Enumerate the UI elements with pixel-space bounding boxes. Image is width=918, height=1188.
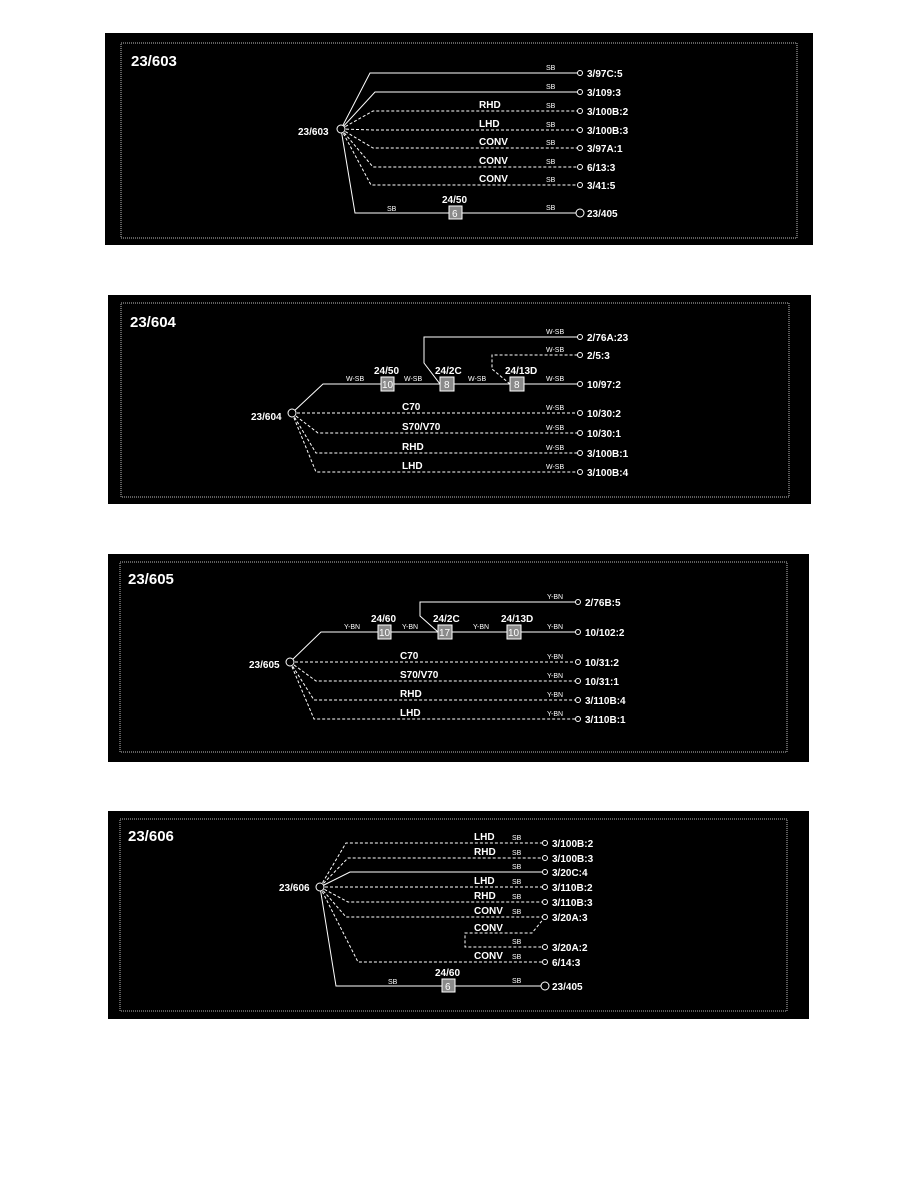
connector-pin: 10	[508, 628, 520, 639]
wire-color: SB	[546, 122, 556, 129]
connector-pin-icon	[543, 900, 548, 905]
connector-pin: 10	[379, 628, 391, 639]
connector-pin-icon	[578, 128, 583, 133]
connector-name: 24/13D	[505, 366, 538, 377]
connector-name: 24/60	[371, 614, 397, 625]
wire-destination: 6/13:3	[587, 163, 616, 174]
wire-condition: LHD	[402, 461, 423, 472]
connector-name: 24/50	[442, 195, 468, 206]
connector-pin-icon	[576, 698, 581, 703]
wire-destination: 10/102:2	[585, 628, 625, 639]
connector-pin-icon	[543, 960, 548, 965]
diagram-title: 23/604	[130, 314, 176, 331]
connector-pin-icon	[578, 451, 583, 456]
wire-destination: 3/110B:4	[585, 696, 626, 707]
wire-condition: LHD	[474, 876, 495, 887]
wire-destination: 23/405	[552, 982, 583, 993]
diagram-23-603	[105, 33, 813, 245]
node-label: 23/606	[279, 883, 310, 894]
wire-color: W-SB	[546, 329, 565, 336]
wire-condition: CONV	[474, 906, 503, 917]
wire-destination: 3/97C:5	[587, 69, 623, 80]
wire-condition: CONV	[479, 156, 508, 167]
wire-destination: 10/30:1	[587, 429, 621, 440]
wire-color: Y-BN	[547, 673, 564, 680]
diagram-title: 23/603	[131, 53, 177, 70]
wire-destination: 3/110B:2	[552, 883, 593, 894]
wire-destination: 3/100B:2	[552, 839, 594, 850]
wire-color: SB	[512, 835, 522, 842]
splice-icon	[288, 409, 296, 417]
wire-destination: 10/31:1	[585, 677, 619, 688]
connector-name: 24/60	[435, 968, 461, 979]
node-label: 23/604	[251, 412, 282, 423]
wire-color: Y-BN	[547, 654, 564, 661]
wire-condition: S70/V70	[402, 422, 441, 433]
splice-icon	[576, 209, 584, 217]
wire-color: SB	[512, 954, 522, 961]
wire-color: W-SB	[546, 347, 565, 354]
diagram-title: 23/606	[128, 828, 174, 845]
connector-pin-icon	[578, 411, 583, 416]
wire-condition: RHD	[402, 442, 424, 453]
connector-pin-icon	[576, 630, 581, 635]
connector-pin-icon	[578, 146, 583, 151]
wire-condition: LHD	[400, 708, 421, 719]
wire-condition: S70/V70	[400, 670, 439, 681]
wire-color: W-SB	[546, 376, 565, 383]
wire-condition: RHD	[474, 891, 496, 902]
wire-color: W-SB	[546, 445, 565, 452]
diagram-title: 23/605	[128, 571, 174, 588]
connector-name: 24/2C	[435, 366, 462, 377]
diagram-23-605	[108, 554, 809, 762]
connector-pin-icon	[578, 109, 583, 114]
connector-pin-icon	[578, 335, 583, 340]
node-label: 23/605	[249, 660, 280, 671]
wire-color: SB	[388, 979, 398, 986]
wire-condition: LHD	[479, 119, 500, 130]
wire-condition: LHD	[474, 832, 495, 843]
wire-color: Y-BN	[473, 624, 490, 631]
wire-condition: CONV	[474, 951, 503, 962]
wire-color: Y-BN	[402, 624, 419, 631]
wire-color: Y-BN	[547, 711, 564, 718]
connector-pin-icon	[543, 870, 548, 875]
connector-pin-icon	[578, 90, 583, 95]
wire-color: SB	[387, 206, 397, 213]
wire-color: Y-BN	[547, 692, 564, 699]
connector-pin-icon	[543, 915, 548, 920]
wire-destination: 10/31:2	[585, 658, 619, 669]
diagram-23-604	[108, 295, 811, 504]
wire-color: W-SB	[546, 425, 565, 432]
wire-destination: 3/41:5	[587, 181, 616, 192]
splice-icon	[541, 982, 549, 990]
connector-pin: 6	[452, 209, 458, 220]
wire-color: Y-BN	[344, 624, 361, 631]
node-label: 23/603	[298, 127, 329, 138]
wire-destination: 3/100B:1	[587, 449, 629, 460]
wire-destination: 2/76A:23	[587, 333, 629, 344]
wire-color: SB	[546, 84, 556, 91]
splice-icon	[286, 658, 294, 666]
wire-color: SB	[546, 159, 556, 166]
connector-pin-icon	[578, 165, 583, 170]
wire-condition: RHD	[400, 689, 422, 700]
wire-condition: CONV	[474, 923, 503, 934]
connector-pin-icon	[578, 382, 583, 387]
connector-name: 24/13D	[501, 614, 534, 625]
connector-pin-icon	[543, 885, 548, 890]
connector-pin-icon	[543, 945, 548, 950]
wire-color: W-SB	[346, 376, 365, 383]
wire-color: W-SB	[404, 376, 423, 383]
connector-pin: 10	[382, 380, 394, 391]
wire-destination: 3/100B:3	[587, 126, 629, 137]
connector-pin-icon	[543, 856, 548, 861]
connector-pin-icon	[576, 717, 581, 722]
wire-condition: C70	[402, 402, 421, 413]
wire-destination: 3/110B:1	[585, 715, 626, 726]
wire-destination: 3/100B:2	[587, 107, 629, 118]
connector-pin-icon	[576, 679, 581, 684]
wire-color: Y-BN	[547, 624, 564, 631]
wire-destination: 3/100B:3	[552, 854, 594, 865]
connector-pin-icon	[578, 183, 583, 188]
wire-destination: 3/20A:3	[552, 913, 588, 924]
wire-condition: CONV	[479, 174, 508, 185]
connector-pin: 6	[445, 982, 451, 993]
wire-color: SB	[512, 879, 522, 886]
wire-color: W-SB	[546, 464, 565, 471]
connector-pin: 8	[444, 380, 450, 391]
wire-color: SB	[546, 177, 556, 184]
connector-pin-icon	[576, 660, 581, 665]
wire-color: W-SB	[546, 405, 565, 412]
wire-color: SB	[512, 864, 522, 871]
connector-pin: 8	[514, 380, 520, 391]
wire-color: SB	[546, 205, 556, 212]
wire-color: SB	[512, 939, 522, 946]
wire-destination: 2/76B:5	[585, 598, 621, 609]
wire-destination: 3/97A:1	[587, 144, 623, 155]
wire-destination: 10/97:2	[587, 380, 621, 391]
wire-color: SB	[546, 65, 556, 72]
wire-destination: 3/109:3	[587, 88, 621, 99]
wire-color: SB	[512, 894, 522, 901]
wire-condition: RHD	[474, 847, 496, 858]
wire-color: SB	[546, 103, 556, 110]
wire-condition: CONV	[479, 137, 508, 148]
connector-name: 24/50	[374, 366, 400, 377]
wire-destination: 23/405	[587, 209, 618, 220]
connector-pin-icon	[576, 600, 581, 605]
splice-icon	[337, 125, 345, 133]
wire-destination: 3/110B:3	[552, 898, 593, 909]
wire-destination: 3/20A:2	[552, 943, 588, 954]
wire-color: SB	[512, 978, 522, 985]
connector-pin-icon	[578, 470, 583, 475]
connector-pin-icon	[543, 841, 548, 846]
wire-destination: 10/30:2	[587, 409, 621, 420]
wire-color: W-SB	[468, 376, 487, 383]
connector-name: 24/2C	[433, 614, 460, 625]
wire-color: SB	[546, 140, 556, 147]
diagram-23-606	[108, 811, 809, 1019]
wire-destination: 3/20C:4	[552, 868, 588, 879]
wire-condition: RHD	[479, 100, 501, 111]
connector-pin: 17	[439, 628, 451, 639]
wire-color: SB	[512, 850, 522, 857]
connector-pin-icon	[578, 431, 583, 436]
splice-icon	[316, 883, 324, 891]
connector-pin-icon	[578, 71, 583, 76]
wire-destination: 3/100B:4	[587, 468, 629, 479]
wire-color: SB	[512, 909, 522, 916]
wire-destination: 2/5:3	[587, 351, 610, 362]
wire-condition: C70	[400, 651, 419, 662]
connector-pin-icon	[578, 353, 583, 358]
wire-destination: 6/14:3	[552, 958, 581, 969]
wire-color: Y-BN	[547, 594, 564, 601]
